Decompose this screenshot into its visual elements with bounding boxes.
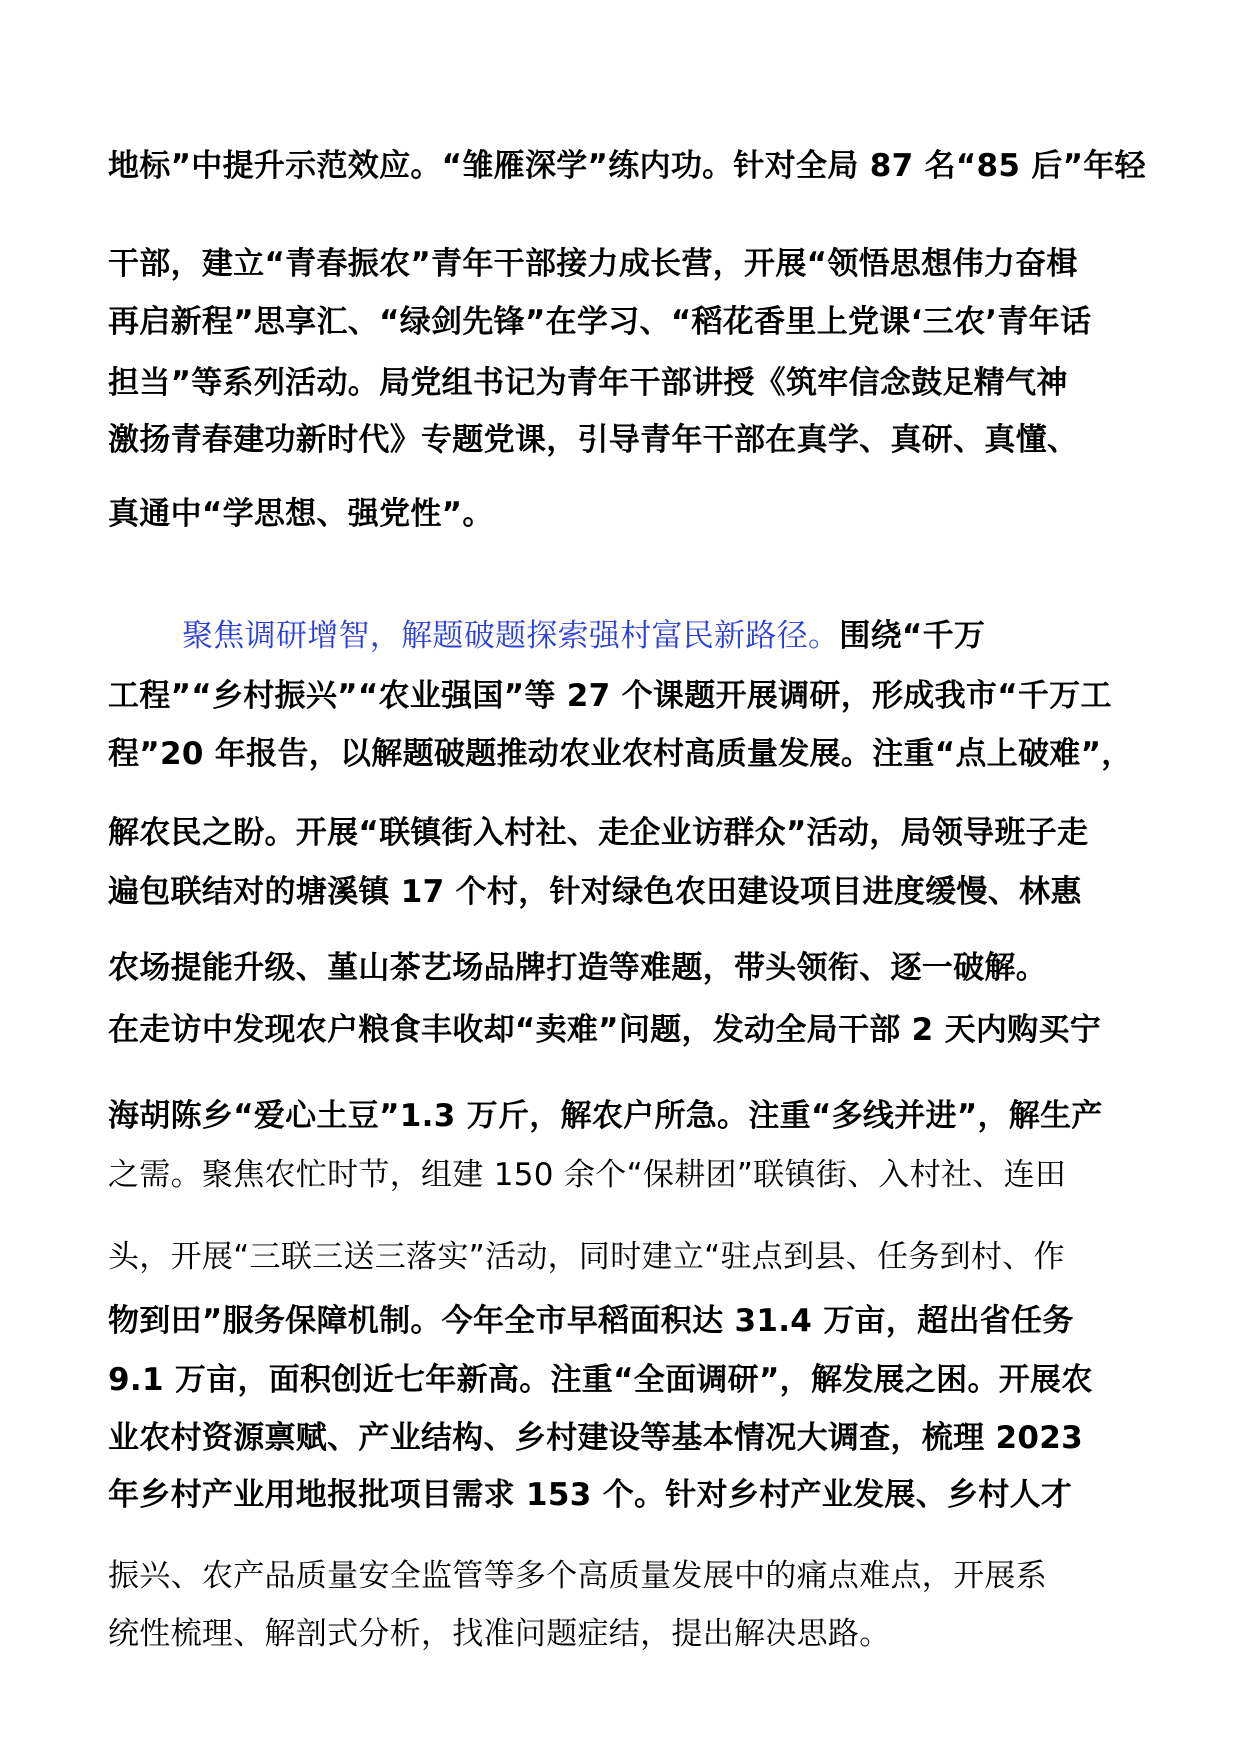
para2-line-4: 解农民之盼。开展“联镇街入村社、走企业访群众”活动，局领导班子走 xyxy=(108,815,1089,851)
para2-line-5: 遍包联结对的塘溪镇 17 个村，针对绿色农田建设项目进度缓慢、林惠 xyxy=(108,874,1082,910)
para1-line-5: 激扬青春建功新时代》专题党课，引导青年干部在真学、真研、真懂、 xyxy=(108,422,1079,458)
para2-first-line xyxy=(182,616,985,656)
para1-line-6: 真通中“学思想、强党性”。 xyxy=(108,496,494,532)
para2-line-12: 9.1 万亩，面积创近七年新高。注重“全面调研”，解发展之困。开展农 xyxy=(108,1362,1093,1398)
para2-line-2: 工程”“乡村振兴”“农业强国”等 27 个课题开展调研，形成我市“千万工 xyxy=(108,678,1112,714)
para2-line-3: 程”20 年报告，以解题破题推动农业农村高质量发展。注重“点上破难”， xyxy=(108,736,1133,772)
para2-line-11: 物到田”服务保障机制。今年全市早稻面积达 31.4 万亩，超出省任务 xyxy=(108,1303,1074,1339)
para1-line-2: 干部，建立“青春振农”青年干部接力成长营，开展“领悟思想伟力奋楫 xyxy=(108,246,1078,282)
para2-line-8: 海胡陈乡“爱心土豆”1.3 万斤，解农户所急。注重“多线并进”，解生产 xyxy=(108,1098,1103,1134)
para2-line-7: 在走访中发现农户粮食丰收却“卖难”问题，发动全局干部 2 天内购买宁 xyxy=(108,1012,1102,1048)
para2-line-9: 之需。聚焦农忙时节，组建 150 余个“保耕团”联镇街、入村社、连田 xyxy=(108,1157,1067,1193)
para1-line-1: 地标”中提升示范效应。“雏雁深学”练内功。针对全局 87 名“85 后”年轻 xyxy=(108,148,1146,184)
para2-first-line-rest: 围绕“千万 xyxy=(839,618,986,654)
para1-line-4: 担当”等系列活动。局党组书记为青年干部讲授《筑牢信念鼓足精气神 xyxy=(108,365,1068,401)
para2-line-15: 振兴、农产品质量安全监管等多个高质量发展中的痛点难点，开展系 xyxy=(108,1558,1047,1594)
para2-line-14: 年乡村产业用地报批项目需求 153 个。针对乡村产业发展、乡村人才 xyxy=(108,1477,1073,1513)
para2-line-16: 统性梳理、解剖式分析，找准问题症结，提出解决思路。 xyxy=(108,1616,891,1652)
para2-line-13: 业农村资源禀赋、产业结构、乡村建设等基本情况大调查，梳理 2023 xyxy=(108,1420,1083,1456)
para1-line-3: 再启新程”思享汇、“绿剑先锋”在学习、“稻花香里上党课‘三农’青年话 xyxy=(108,304,1092,340)
para2-line-6: 农场提能升级、堇山茶艺场品牌打造等难题，带头领衔、逐一破解。 xyxy=(108,950,1047,986)
section-heading: 聚焦调研增智，解题破题探索强村富民新路径。 xyxy=(182,618,840,654)
para2-line-10: 头，开展“三联三送三落实”活动，同时建立“驻点到县、任务到村、作 xyxy=(108,1239,1065,1275)
